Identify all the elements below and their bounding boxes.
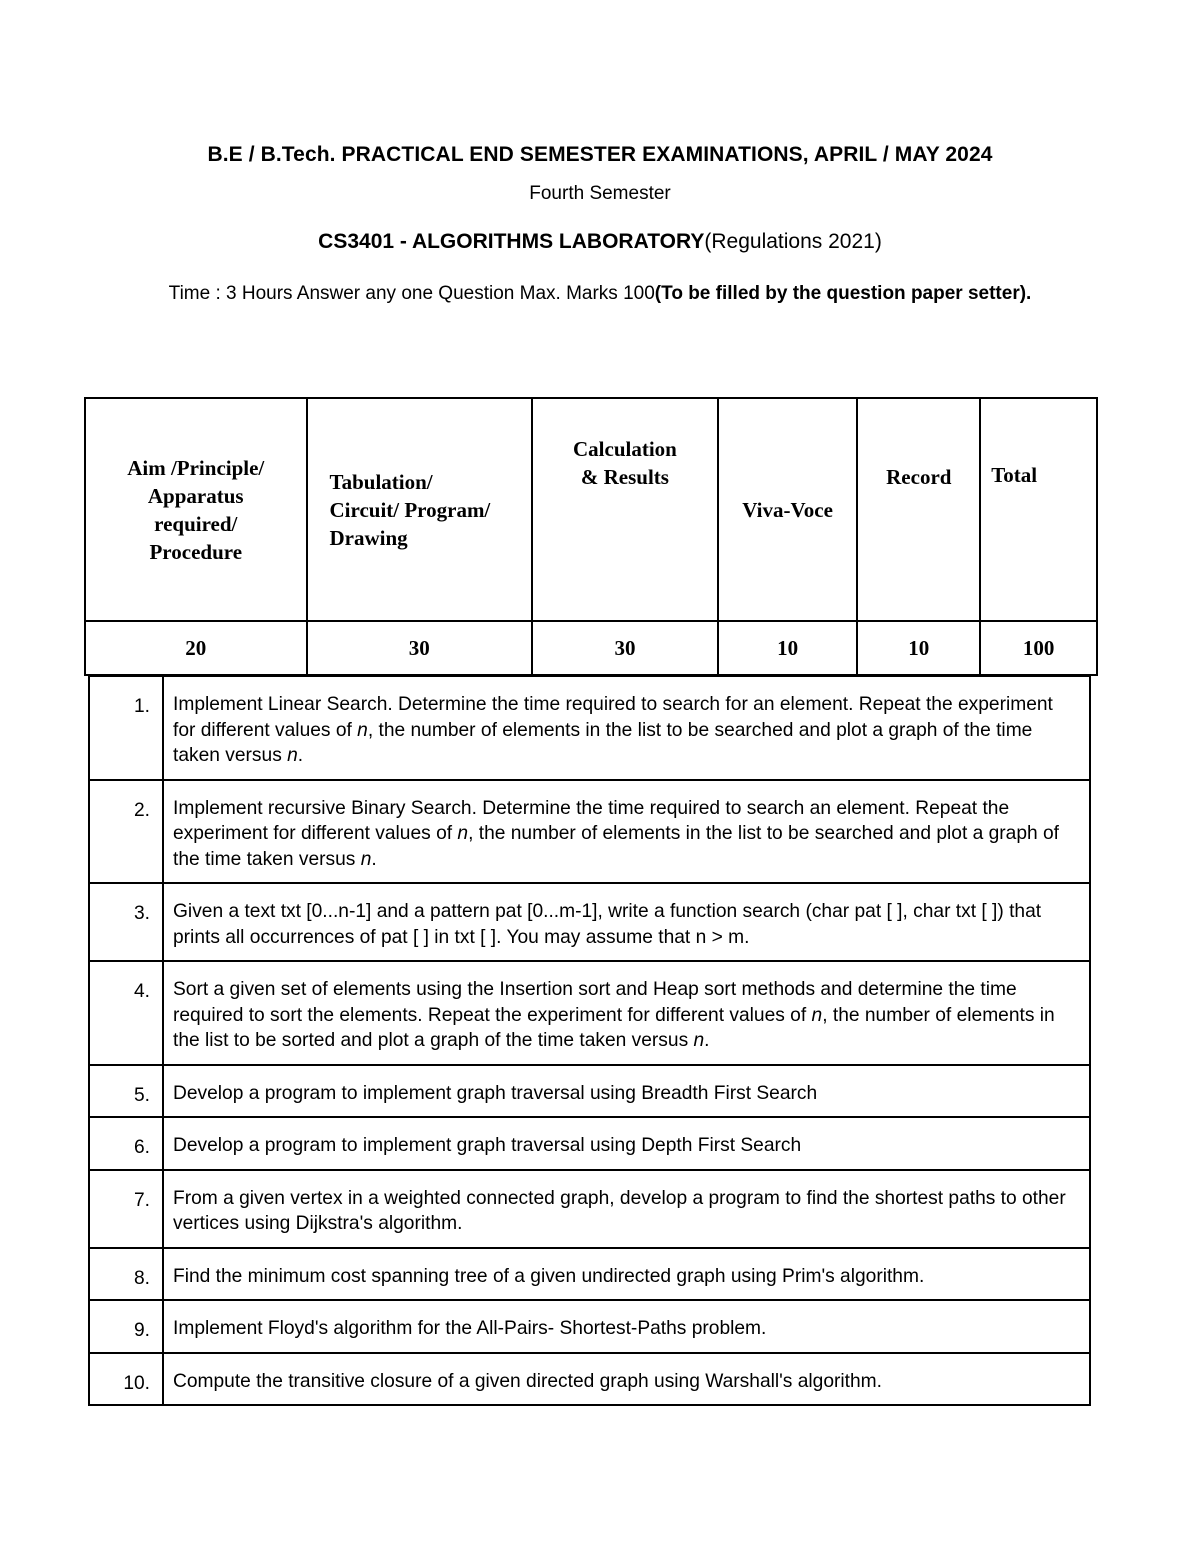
question-row bbox=[89, 1300, 1090, 1353]
time-marks-line bbox=[0, 283, 1200, 305]
question-text: Implement Linear Search. Determine the time required to search for an element. Repeat the experiment for different values of n, the number of elements in the list to be searched and plot a graph of the time taken versus n. bbox=[163, 676, 1090, 780]
question-row bbox=[89, 961, 1090, 1065]
header-line: Viva-Voce bbox=[742, 497, 833, 522]
course-code: CS3401 - ALGORITHMS LABORATORY bbox=[318, 230, 705, 253]
question-text: Given a text txt [0...n-1] and a pattern pat [0...m-1], write a function search (char pat [ ], char txt [ ]) that prints all occurrences of pat [ ] in txt [ ]. You may assume that n > m. bbox=[163, 883, 1090, 961]
question-text: Find the minimum cost spanning tree of a given undirected graph using Prim's algorithm. bbox=[163, 1248, 1090, 1301]
question-number: 8. bbox=[89, 1248, 163, 1301]
question-row bbox=[89, 1353, 1090, 1406]
header-line: Drawing bbox=[329, 525, 408, 550]
header-line: Total bbox=[991, 463, 1038, 487]
value-tabulation: 30 bbox=[307, 621, 533, 675]
value-calculation: 30 bbox=[532, 621, 718, 675]
question-text: Compute the transitive closure of a given directed graph using Warshall's algorithm. bbox=[163, 1353, 1090, 1406]
time-info: Time : 3 Hours Answer any one Question Max. Marks 100 bbox=[168, 283, 655, 304]
header-record bbox=[857, 398, 980, 621]
marks-values-row bbox=[85, 621, 1097, 675]
header-calculation bbox=[532, 398, 718, 621]
question-text: Implement recursive Binary Search. Determine the time required to search an element. Repeat the experiment for different values of n, the number of elements in the list to be searched and plot a graph of the time taken versus n. bbox=[163, 780, 1090, 884]
header-line: Aim /Principle/ bbox=[127, 455, 265, 480]
question-text: Develop a program to implement graph traversal using Breadth First Search bbox=[163, 1065, 1090, 1118]
header-line: Apparatus bbox=[147, 483, 244, 508]
setter-note: (To be filled by the question paper setter). bbox=[654, 283, 1032, 304]
question-row bbox=[89, 780, 1090, 884]
question-number: 7. bbox=[89, 1170, 163, 1248]
header-line: Procedure bbox=[149, 539, 243, 564]
question-number: 10. bbox=[89, 1353, 163, 1406]
header-line: Calculation bbox=[573, 437, 677, 461]
question-number: 3. bbox=[89, 883, 163, 961]
header-tabulation bbox=[307, 398, 533, 621]
header-total bbox=[980, 398, 1097, 621]
question-text: From a given vertex in a weighted connected graph, develop a program to find the shortest paths to other vertices using Dijkstra's algorithm. bbox=[163, 1170, 1090, 1248]
question-number: 5. bbox=[89, 1065, 163, 1118]
value-record: 10 bbox=[857, 621, 980, 675]
question-row bbox=[89, 1065, 1090, 1118]
question-row bbox=[89, 1117, 1090, 1170]
header-viva-voce bbox=[718, 398, 858, 621]
value-total: 100 bbox=[980, 621, 1097, 675]
course-title bbox=[0, 230, 1200, 254]
value-aim: 20 bbox=[85, 621, 307, 675]
semester-label: Fourth Semester bbox=[529, 183, 671, 204]
header-line: Circuit/ Program/ bbox=[329, 497, 491, 522]
header-line: Record bbox=[886, 465, 952, 489]
question-row bbox=[89, 883, 1090, 961]
question-number: 1. bbox=[89, 676, 163, 780]
question-row bbox=[89, 1170, 1090, 1248]
header-aim bbox=[85, 398, 307, 621]
question-text: Sort a given set of elements using the Insertion sort and Heap sort methods and determine the time required to sort the elements. Repeat the experiment for different values of n, the number of elements in the list to be sorted and plot a graph of the time taken versus n. bbox=[163, 961, 1090, 1065]
header-line: & Results bbox=[580, 465, 669, 489]
question-row bbox=[89, 676, 1090, 780]
question-text: Implement Floyd's algorithm for the All-Pairs- Shortest-Paths problem. bbox=[163, 1300, 1090, 1353]
value-viva-voce: 10 bbox=[718, 621, 858, 675]
question-row bbox=[89, 1248, 1090, 1301]
marks-table bbox=[84, 397, 1098, 676]
question-number: 2. bbox=[89, 780, 163, 884]
questions-table bbox=[88, 675, 1091, 1406]
question-number: 4. bbox=[89, 961, 163, 1065]
exam-title: B.E / B.Tech. PRACTICAL END SEMESTER EXAMINATIONS, APRIL / MAY 2024 bbox=[207, 143, 993, 166]
header-line: required/ bbox=[154, 511, 238, 536]
question-number: 6. bbox=[89, 1117, 163, 1170]
question-number: 9. bbox=[89, 1300, 163, 1353]
question-text: Develop a program to implement graph traversal using Depth First Search bbox=[163, 1117, 1090, 1170]
header-line: Tabulation/ bbox=[329, 469, 433, 494]
regulations: (Regulations 2021) bbox=[704, 230, 882, 253]
marks-header-row bbox=[85, 398, 1097, 621]
